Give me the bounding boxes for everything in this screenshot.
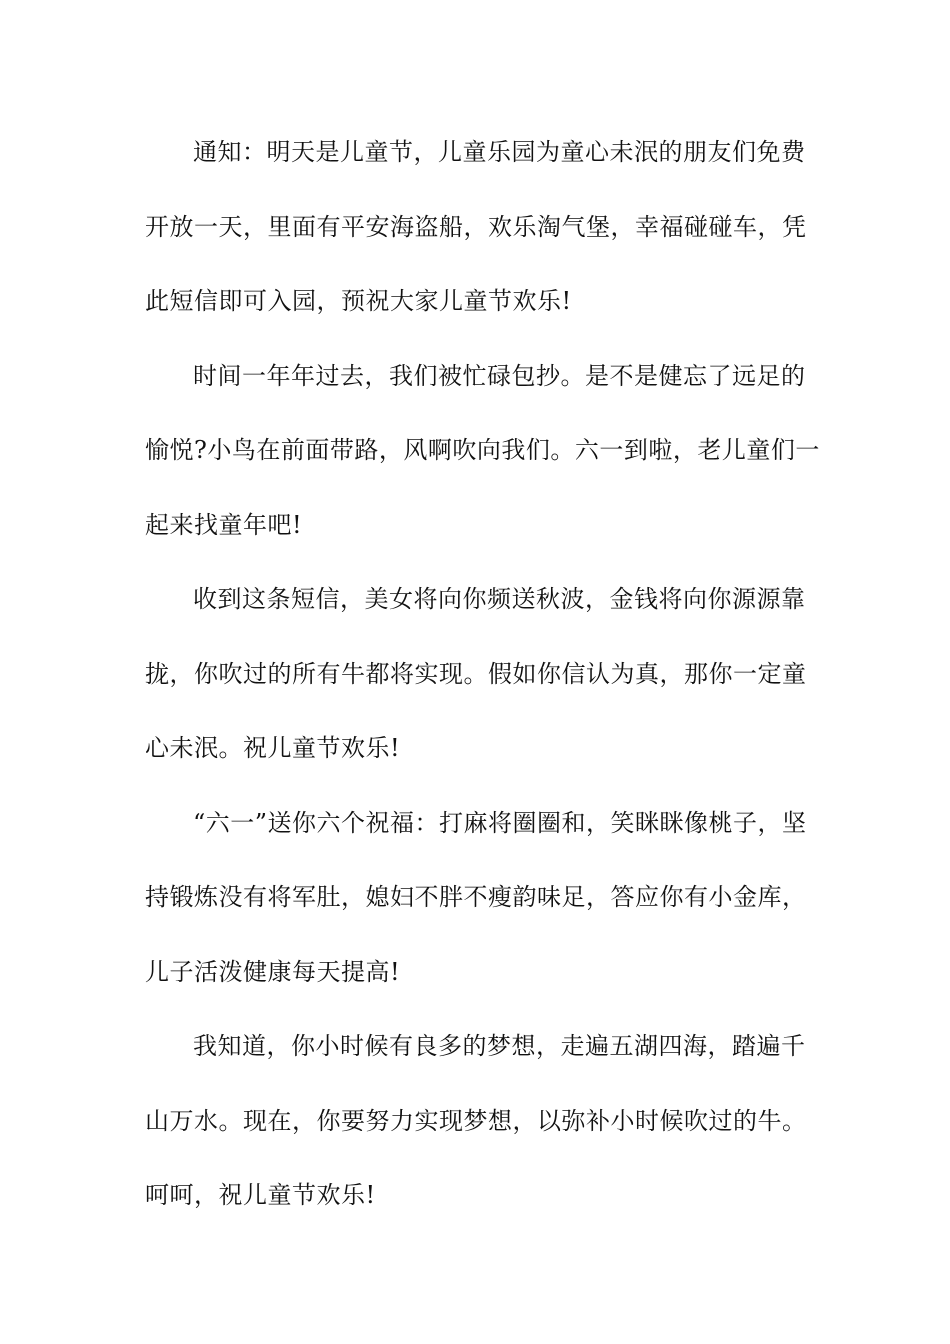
paragraph-5: 我知道，你小时候有良多的梦想，走遍五湖四海，踏遍千山万水。现在，你要努力实现梦想，以弥补小时候吹过的牛。呵呵，祝儿童节欢乐! [145, 1032, 807, 1209]
paragraph-4: “六一”送你六个祝福：打麻将圈圈和，笑眯眯像桃子，坚持锻炼没有将军肚，媳妇不胖不瘦韵味足，答应你有小金库，儿子活泼健康每天提高! [145, 808, 807, 986]
paragraph-1: 通知：明天是儿童节，儿童乐园为童心未泯的朋友们免费开放一天，里面有平安海盗船，欢乐淘气堡，幸福碰碰车，凭此短信即可入园，预祝大家儿童节欢乐! [145, 138, 807, 315]
paragraph-3: 收到这条短信，美女将向你频送秋波，金钱将向你源源靠拢，你吹过的所有牛都将实现。假如你信认为真，那你一定童心未泯。祝儿童节欢乐! [145, 585, 807, 762]
paragraph-2: 时间一年年过去，我们被忙碌包抄。是不是健忘了远足的愉悦?小鸟在前面带路，风啊吹向我们。六一到啦，老儿童们一起来找童年吧! [145, 361, 820, 539]
document-body [145, 115, 825, 1233]
